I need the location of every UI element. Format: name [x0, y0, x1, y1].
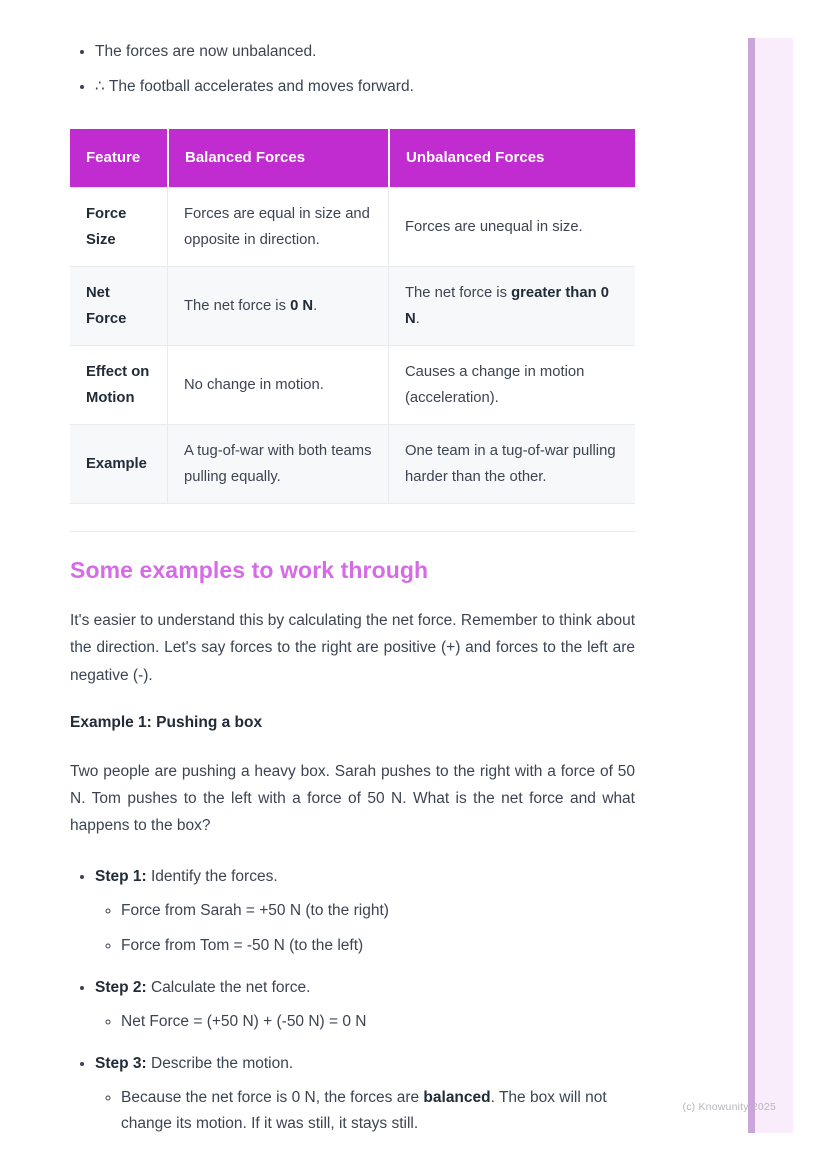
intro-bullet: • The forces are now unbalanced.	[95, 40, 635, 64]
row-balanced-cell	[167, 266, 388, 345]
step-sub-item	[121, 933, 635, 959]
table-row	[70, 266, 635, 345]
step-text: Calculate the net force.	[146, 978, 311, 996]
step-text: Identify the forces.	[146, 867, 278, 885]
cell-text: Causes a change in motion (acceleration).	[405, 364, 585, 406]
row-feature-label: Example	[70, 424, 167, 504]
row-unbalanced-cell	[388, 345, 635, 424]
step-text: Describe the motion.	[146, 1054, 294, 1072]
cell-text: Forces are unequal in size.	[405, 219, 583, 235]
section-heading: Some examples to work through	[70, 557, 429, 583]
step-sub-list	[95, 898, 635, 959]
table-row	[70, 424, 635, 504]
step-item	[95, 1052, 635, 1137]
step-sub-list	[95, 1085, 635, 1137]
table-row	[70, 345, 635, 424]
sub-text: . The box will not change its motion. If it was still, it stays still.	[121, 1088, 607, 1132]
table-row	[70, 187, 635, 266]
cell-text: .	[415, 311, 420, 327]
steps-list	[70, 865, 635, 1137]
table-header-row	[70, 129, 635, 187]
row-feature-label: Net Force	[70, 266, 167, 345]
intro-paragraph: It's easier to understand this by calculating the net force. Remember to think about the direction. Let's say forces to the right are positive (+) and forces to the left are negative (-).	[70, 612, 635, 684]
cell-bold-text: greater than 0 N	[405, 285, 609, 327]
step-sub-item	[121, 1085, 635, 1137]
row-balanced-cell	[167, 187, 388, 266]
sub-text: Force from Sarah = +50 N (to the right)	[121, 901, 389, 919]
row-balanced-cell	[167, 345, 388, 424]
example-paragraph: Two people are pushing a heavy box. Sarah pushes to the right with a force of 50 N. Tom pushes to the left with a force of 50 N. What is the net force and what happens to the box?	[70, 762, 635, 835]
section-divider	[70, 531, 635, 532]
row-unbalanced-cell	[388, 424, 635, 504]
row-unbalanced-cell	[388, 266, 635, 345]
page-edge-decoration	[748, 38, 793, 1133]
intro-bullet-list	[70, 40, 635, 99]
cell-text: No change in motion.	[184, 377, 324, 393]
step-item	[95, 976, 635, 1035]
row-feature-label: Effect on Motion	[70, 345, 167, 424]
step-sub-item	[121, 898, 635, 924]
row-balanced-cell	[167, 424, 388, 504]
cell-text: .	[313, 298, 318, 314]
step-item	[95, 865, 635, 959]
cell-bold-text: 0 N	[290, 298, 314, 314]
step-label: Step 1:	[95, 867, 147, 885]
sub-bold-text: balanced	[423, 1088, 491, 1106]
step-sub-list	[95, 1009, 635, 1035]
cell-text: One team in a tug-of-war pulling harder than the other.	[405, 443, 616, 485]
row-feature-label: Force Size	[70, 187, 167, 266]
sub-text: Force from Tom = -50 N (to the left)	[121, 936, 364, 954]
table-header-unbalanced: Unbalanced Forces	[388, 129, 635, 187]
document-content	[70, 0, 635, 1154]
row-unbalanced-cell	[388, 187, 635, 266]
cell-text: The net force is	[184, 298, 291, 314]
cell-text: A tug-of-war with both teams pulling equally.	[184, 443, 372, 485]
step-label: Step 2:	[95, 978, 147, 996]
page-edge-line	[748, 38, 755, 1133]
step-sub-item	[121, 1009, 635, 1035]
example-heading: Example 1: Pushing a box	[70, 713, 263, 731]
sub-text: Net Force = (+50 N) + (-50 N) = 0 N	[121, 1012, 367, 1030]
forces-comparison-table	[70, 129, 635, 504]
copyright-watermark: (c) Knowunity 2025	[682, 1101, 776, 1113]
table-header-balanced: Balanced Forces	[167, 129, 388, 187]
table-header-feature: Feature	[70, 129, 167, 187]
sub-text: Because the net force is 0 N, the forces are	[121, 1088, 424, 1106]
intro-bullet: • ∴ The football accelerates and moves forward.	[95, 75, 635, 99]
step-label: Step 3:	[95, 1054, 147, 1072]
cell-text: Forces are equal in size and opposite in direction.	[184, 206, 370, 248]
cell-text: The net force is	[405, 285, 512, 301]
